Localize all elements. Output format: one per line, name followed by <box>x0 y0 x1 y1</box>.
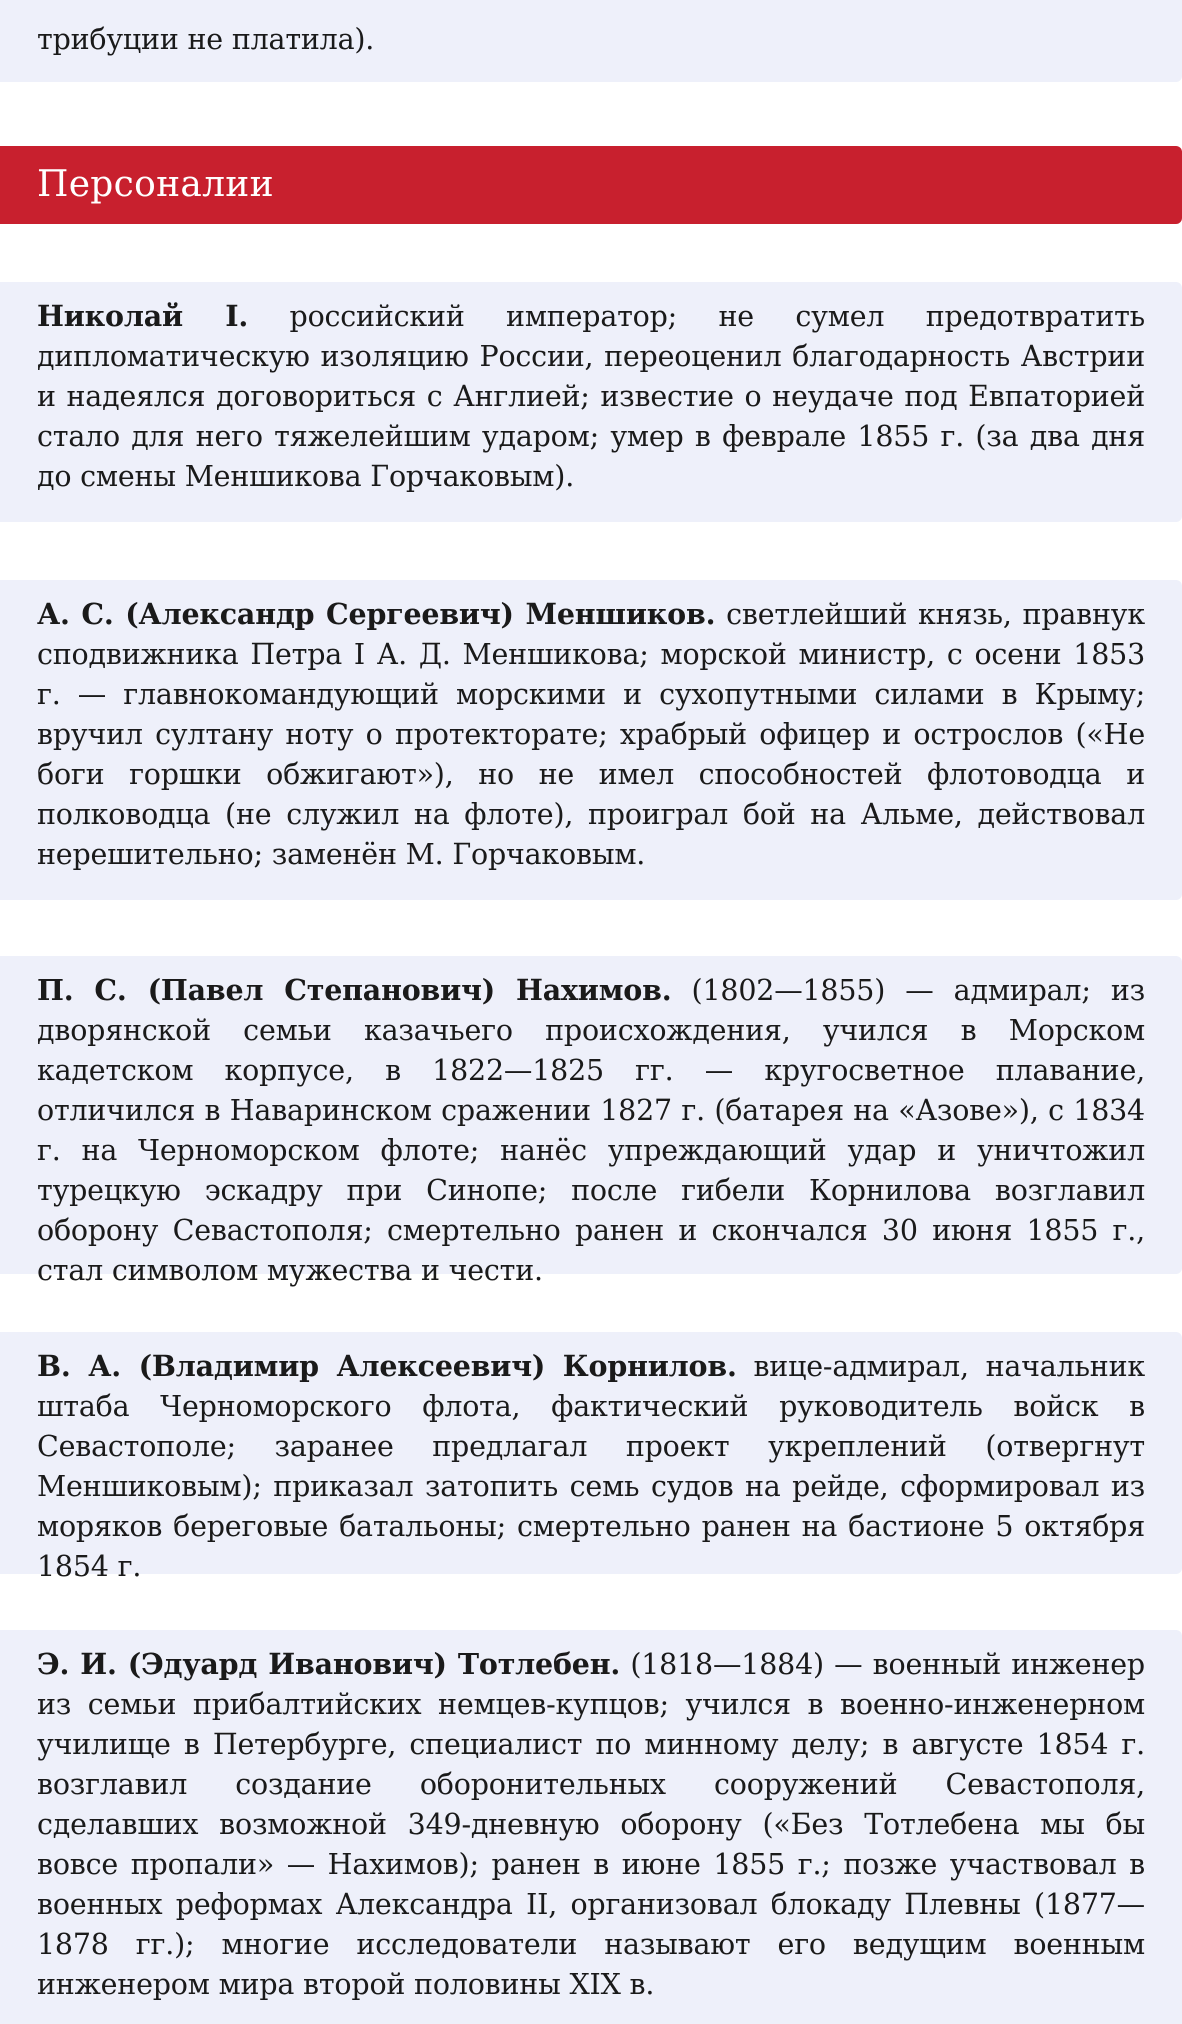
entry-nicholas <box>0 282 1182 522</box>
entry-name: Николай I. <box>37 299 249 333</box>
section-header <box>0 146 1182 224</box>
intro-tail-block <box>0 0 1182 82</box>
entry-text <box>37 1346 1145 1587</box>
entry-body: (1802—1855) — адмирал; из дворянской семьи казачьего происхождения, учился в Морском кадетском корпусе, в 1822—1825 гг. — кругосветное плавание, отличился в Наваринском сражении 1827 г. (батарея на «Азове»), с 1834 г. на Черноморском флоте; нанёс упреждающий удар и уничтожил турецкую эскадру при Синопе; после гибели Корнилова возглавил оборону Севастополя; смертельно ранен и скончался 30 июня 1855 г., стал символом мужества и чести. <box>37 974 1145 1287</box>
entry-kornilov <box>0 1332 1182 1583</box>
entry-body: российский император; не сумел предотвратить дипломатическую изоляцию России, переоценил благодарность Австрии и надеялся договориться с Англией; известие о неудаче под Евпаторией стало для него тяжелейшим ударом; умер в феврале 1855 г. (за два дня до смены Меншикова Горчаковым). <box>37 300 1145 493</box>
entry-body: светлейший князь, правнук сподвижника Петра I А. Д. Меншикова; морской министр, с осени 1853 г. — главнокомандующий морскими и сухопутными силами в Крыму; вручил султану ноту о протекторате; храбрый офицер и острослов («Не боги горшки обжигают»), но не имел способностей флотоводца и полководца (не служил на флоте), проиграл бой на Альме, действовал нерешительно; заменён М. Горчаковым. <box>37 598 1145 871</box>
entry-name: В. А. (Владимир Алексеевич) Корнилов. <box>37 1349 737 1383</box>
entry-text <box>37 970 1145 1291</box>
entry-text <box>37 1644 1145 2005</box>
entry-text <box>37 594 1145 875</box>
entry-name: Э. И. (Эдуард Иванович) Тотлебен. <box>37 1647 621 1681</box>
entry-name: А. С. (Александр Сергеевич) Меншиков. <box>37 597 716 631</box>
entry-body: вице-адмирал, начальник штаба Черноморского флота, фактический руководитель войск в Севастополе; заранее предлагал проект укреплений (отвергнут Меншиковым); приказал затопить семь судов на рейде, сформировал из моряков береговые батальоны; смертельно ранен на бастионе 5 октября 1854 г. <box>37 1350 1146 1583</box>
entry-menshikov <box>0 580 1182 900</box>
entry-body: (1818—1884) — военный инженер из семьи прибалтийских немцев-купцов; учился в военно-инженерном училище в Петербурге, специалист по минному делу; в августе 1854 г. возглавил создание оборонительных сооружений Севастополя, сделавших возможной 349-дневную оборону («Без Тотлебена мы бы вовсе пропали» — Нахимов); ранен в июне 1855 г.; позже участвовал в военных реформах Александра II, организовал блокаду Плевны (1877—1878 гг.); многие исследователи называют его ведущим военным инженером мира второй половины XIX в. <box>37 1648 1145 2001</box>
intro-tail-text: трибуции не платила). <box>37 23 375 56</box>
section-title: Персоналии <box>37 164 274 205</box>
entry-nakhimov <box>0 956 1182 1287</box>
entry-name: П. С. (Павел Степанович) Нахимов. <box>37 973 672 1007</box>
entry-totleben <box>0 1630 1182 2024</box>
entry-text <box>37 296 1145 497</box>
